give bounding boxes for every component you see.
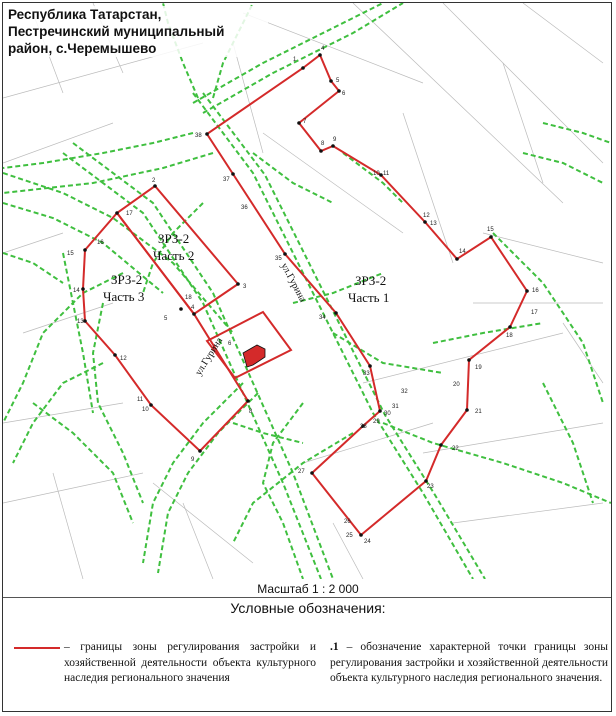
point-label: 12 <box>423 213 430 219</box>
point-label: 3 <box>243 284 247 290</box>
map-title <box>8 6 268 57</box>
point-label: 1 <box>293 57 297 63</box>
point-label: 11 <box>383 171 390 177</box>
zone-3-part: Часть 3 <box>103 289 145 304</box>
point-label: 12 <box>120 356 127 362</box>
title-line-2: Пестречинский муниципальный <box>8 24 225 39</box>
point-label: 19 <box>475 365 482 371</box>
point-label: 37 <box>223 177 230 183</box>
point-label: 13 <box>430 221 437 227</box>
point-label: 35 <box>275 256 282 262</box>
road-network <box>3 3 611 579</box>
point-label: 28 <box>360 424 367 430</box>
point-label: 6 <box>342 91 346 97</box>
point-label: 5 <box>336 78 340 84</box>
point-label: 38 <box>195 133 202 139</box>
point-label: 25 <box>346 533 353 539</box>
point-label: 20 <box>453 382 460 388</box>
point-label: 13 <box>77 319 84 325</box>
point-label: 15 <box>67 251 74 257</box>
legend-point-marker: .1 <box>330 641 339 653</box>
point-label: 18 <box>506 333 513 339</box>
point-label: 8 <box>321 141 325 147</box>
point-label: 14 <box>73 288 80 294</box>
point-label: 17 <box>126 211 133 217</box>
point-label: 34 <box>319 315 326 321</box>
title-line-1: Республика Татарстан, <box>8 7 162 22</box>
point-label: 21 <box>475 409 482 415</box>
street-label-gurina-2: ул.Гурина <box>193 335 226 378</box>
point-label: 26 <box>344 519 351 525</box>
point-label: 4 <box>191 305 195 311</box>
point-label: 32 <box>401 389 408 395</box>
point-label: 7 <box>303 119 307 125</box>
map-canvas <box>3 3 611 579</box>
point-label: 10 <box>373 171 380 177</box>
point-label: 4 <box>321 46 325 52</box>
point-label: 2 <box>152 178 156 184</box>
street-label-gurina-1: ул.Гурина <box>278 261 309 305</box>
point-label: 14 <box>459 249 466 255</box>
point-label: 10 <box>142 407 149 413</box>
zone-3-code: ЗРЗ-2 <box>111 272 143 287</box>
point-label: 36 <box>241 205 248 211</box>
zone-1-code: ЗРЗ-2 <box>355 273 387 288</box>
point-label: 23 <box>427 484 434 490</box>
point-label: 16 <box>97 240 104 246</box>
point-label: 8 <box>249 409 253 415</box>
point-label: 18 <box>185 295 192 301</box>
point-label: 16 <box>532 288 539 294</box>
legend-divider <box>3 597 611 598</box>
point-label: 6 <box>228 341 232 347</box>
point-label: 30 <box>384 411 391 417</box>
point-label: 5 <box>164 316 168 322</box>
point-label: 31 <box>392 404 399 410</box>
point-label: 27 <box>298 469 305 475</box>
map-scale: Масштаб 1 : 2 000 <box>257 582 359 596</box>
point-label: 15 <box>487 227 494 233</box>
point-label: 11 <box>137 397 144 403</box>
point-label: 33 <box>363 371 370 377</box>
legend-boundary-description: – границы зоны регулирования застройки и хозяйственной деятельности объекта культурного наследия регионального значения <box>64 641 316 684</box>
point-label: 22 <box>452 446 459 452</box>
point-label: 24 <box>364 539 371 545</box>
zone-1-part: Часть 1 <box>348 290 390 305</box>
legend-point-item <box>330 640 608 687</box>
point-label: 9 <box>191 457 195 463</box>
point-label: 9 <box>333 137 337 143</box>
point-label: 29 <box>373 419 380 425</box>
zone-labels <box>103 231 389 305</box>
legend-point-description: – обозначение характерной точки границы зоны регулирования застройки и хозяйственной деятельности объекта культурного наследия регионального значения. <box>330 641 608 684</box>
legend-title: Условные обозначения: <box>230 600 386 616</box>
point-label: 17 <box>531 310 538 316</box>
legend-boundary-swatch <box>14 647 60 649</box>
title-line-3: район, с.Черемышево <box>8 41 157 56</box>
zone-2-code: ЗРЗ-2 <box>158 231 190 246</box>
zone-2-part: Часть 2 <box>153 248 195 263</box>
